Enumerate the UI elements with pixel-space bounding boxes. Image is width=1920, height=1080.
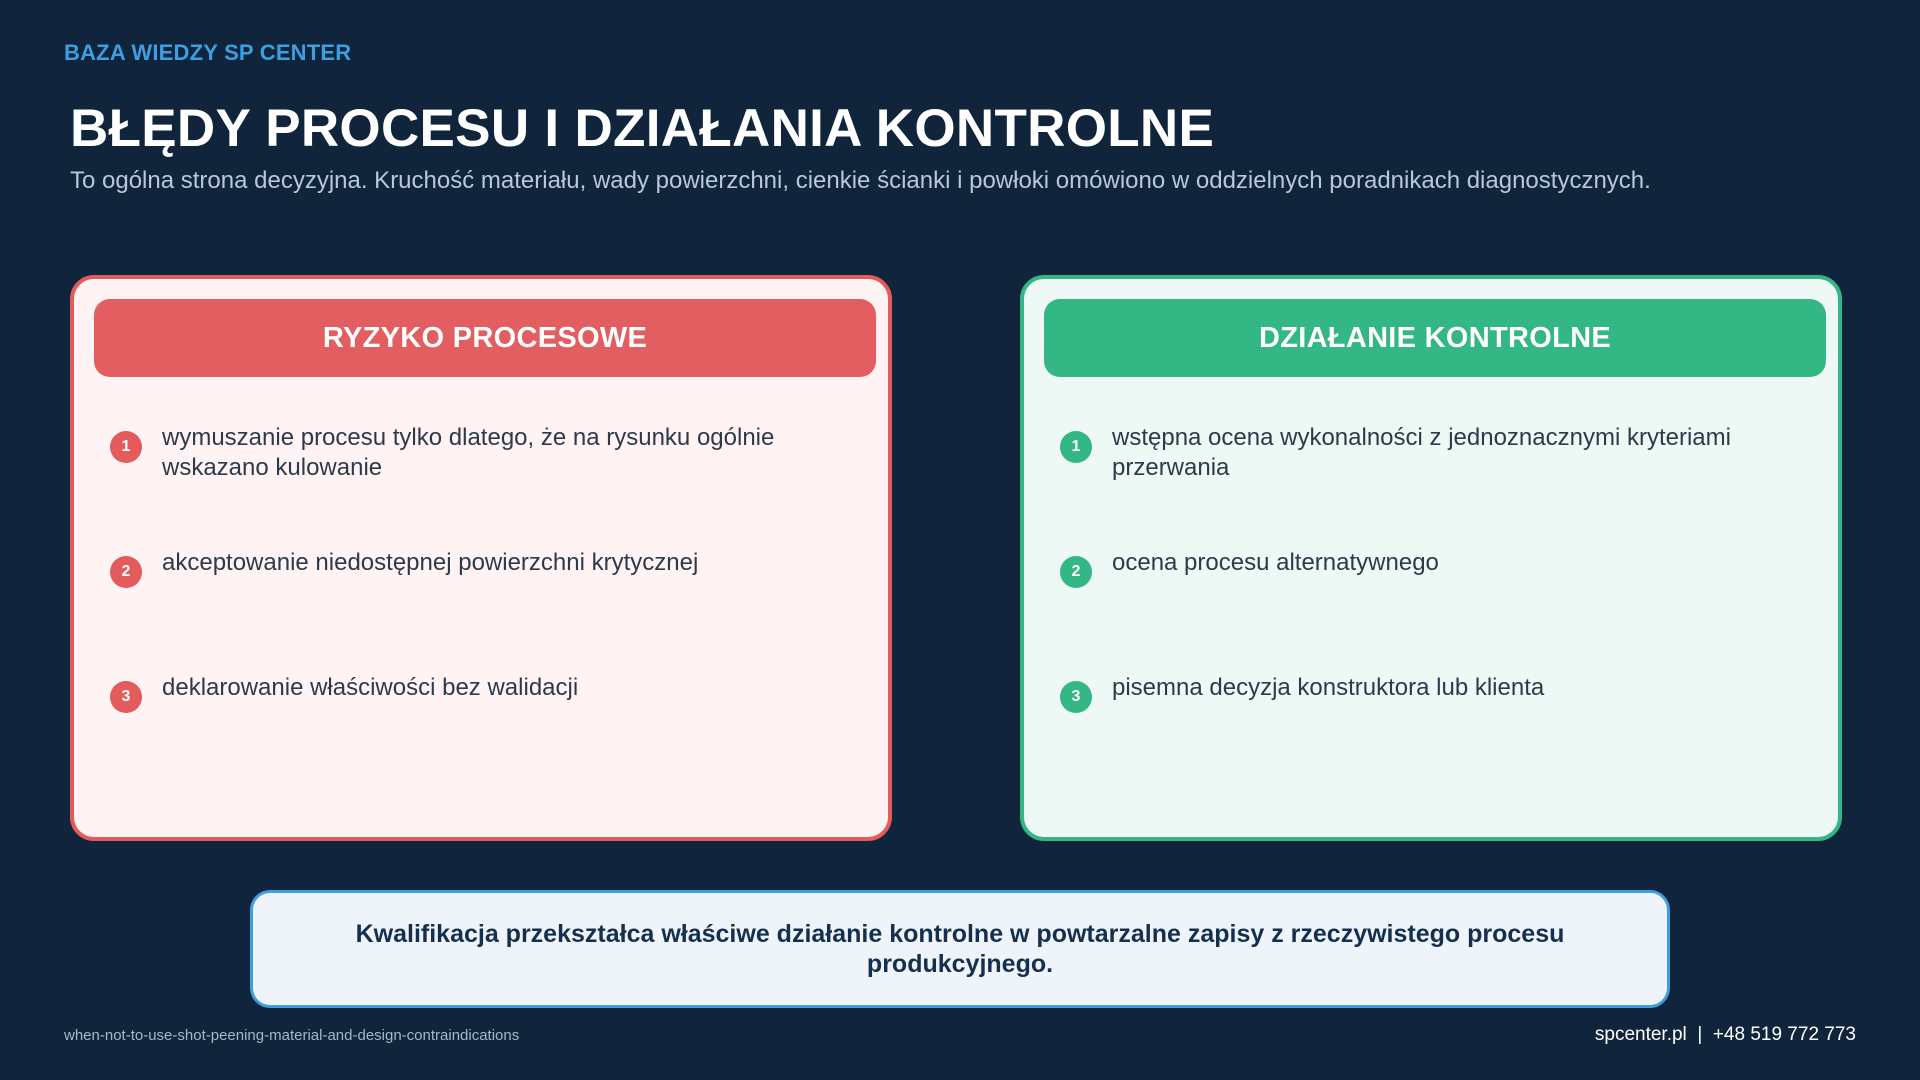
control-item-number: 2 [1060,556,1092,588]
risk-item-number: 1 [110,431,142,463]
risk-item-text: akceptowanie niedostępnej powierzchni krytycznej [162,549,699,576]
control-item-text: ocena procesu alternatywnego [1112,549,1439,576]
callout-text: Kwalifikacja przekształca właściwe działanie kontrolne w powtarzalne zapisy z rzeczywistego procesu produkcyjnego. [355,920,1565,978]
risk-panel-title: RYZYKO PROCESOWE [94,299,876,377]
risk-item-text: wymuszanie procesu tylko dlatego, że na rysunku ogólnie wskazano kulowanie [162,424,775,481]
footer-contact: spcenter.pl | +48 519 772 773 [1594,1024,1856,1045]
control-item-text: wstępna ocena wykonalności z jednoznacznymi kryteriami przerwania [1112,424,1731,481]
control-panel-title: DZIAŁANIE KONTROLNE [1044,299,1826,377]
control-item-number: 1 [1060,431,1092,463]
control-panel [1020,275,1842,841]
risk-item-text: deklarowanie właściwości bez walidacji [162,674,579,701]
control-item-text: pisemna decyzja konstruktora lub klienta [1112,674,1545,701]
page-title: BŁĘDY PROCESU I DZIAŁANIA KONTROLNE [70,99,1215,158]
control-item-number: 3 [1060,681,1092,713]
footer-slug: when-not-to-use-shot-peening-material-and-design-contraindications [64,1027,520,1044]
risk-item-number: 3 [110,681,142,713]
kicker-label: BAZA WIEDZY SP CENTER [64,40,352,65]
qualification-callout [250,890,1670,1008]
risk-item-number: 2 [110,556,142,588]
risk-panel [70,275,892,841]
page-subtitle: To ogólna strona decyzyjna. Kruchość materiału, wady powierzchni, cienkie ścianki i powłoki omówiono w oddzielnych poradnikach diagnostycznych. [70,167,1651,194]
